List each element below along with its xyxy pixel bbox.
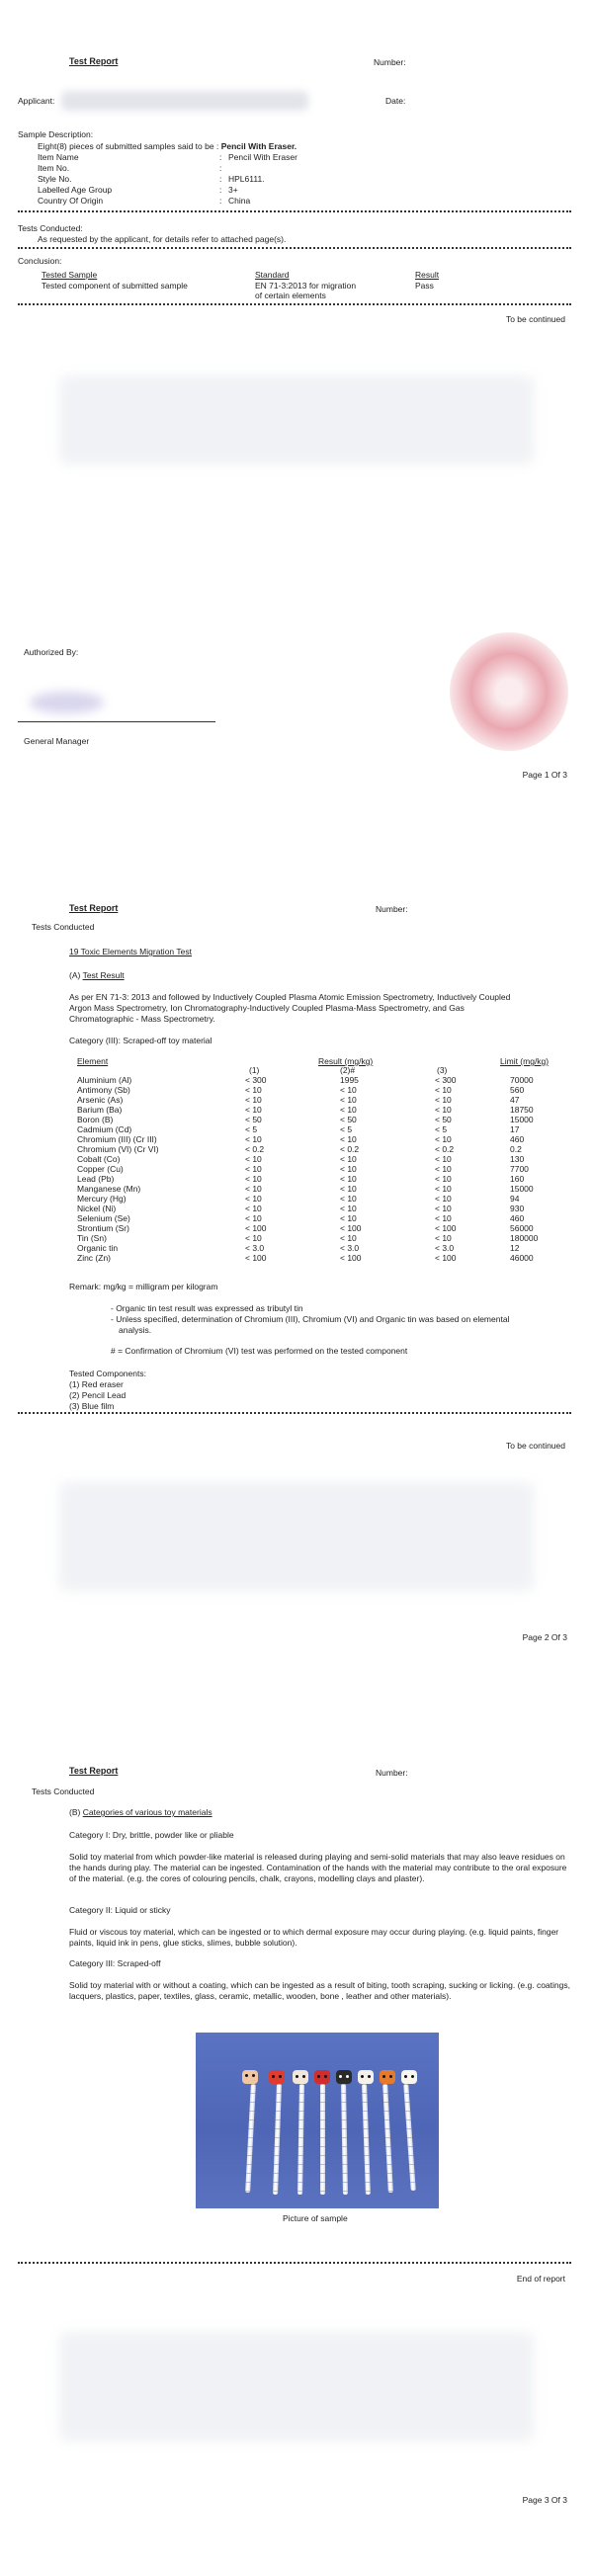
field-sep: : xyxy=(219,174,222,184)
method-text-3: Chromatographic - Mass Spectrometry. xyxy=(69,1014,215,1024)
table-cell-r2: 1995 xyxy=(340,1075,359,1085)
conclusion-standard-cont: of certain elements xyxy=(255,291,326,300)
category-2-title: Category II: Liquid or sticky xyxy=(69,1905,171,1915)
table-cell-limit: 7700 xyxy=(510,1164,529,1174)
applicant-redacted xyxy=(61,91,308,111)
conclusion-header-standard: Standard xyxy=(255,270,290,280)
table-cell-r1: < 100 xyxy=(245,1223,267,1233)
subheader: (1) xyxy=(249,1065,260,1075)
page-number: Page 2 Of 3 xyxy=(522,1632,567,1642)
table-cell-r2: < 10 xyxy=(340,1184,357,1194)
table-cell-limit: 46000 xyxy=(510,1253,534,1263)
table-cell-r3: < 0.2 xyxy=(435,1144,455,1154)
signatory-title: General Manager xyxy=(24,736,90,746)
field-value: Pencil With Eraser xyxy=(228,152,297,162)
table-cell-r2: < 10 xyxy=(340,1174,357,1184)
table-cell-limit: 930 xyxy=(510,1204,525,1213)
number-label: Number: xyxy=(374,57,406,67)
table-cell-r3: < 10 xyxy=(435,1233,452,1243)
table-cell-element: Strontium (Sr) xyxy=(77,1223,129,1233)
table-cell-r2: < 100 xyxy=(340,1253,362,1263)
table-cell-element: Barium (Ba) xyxy=(77,1105,123,1115)
field-sep: : xyxy=(219,163,222,173)
table-cell-r2: < 10 xyxy=(340,1204,357,1213)
faded-background-text xyxy=(59,375,534,464)
category-1-text: Solid toy material from which powder-like material is released during playing and semi-solid materials that may also leave residues on the hands during play. The material can be ingested. Contamination of the hands with the material may contribute to the oral exposure of the material. (e.g. the cores of colouring pencils, chalk, crayons, modelling clays and plaster). xyxy=(69,1852,567,1883)
continued-note: To be continued xyxy=(505,1441,565,1451)
continued-note: To be continued xyxy=(505,314,565,324)
component-item: (1) Red eraser xyxy=(69,1379,124,1389)
page-number: Page 1 Of 3 xyxy=(522,770,567,780)
section-title: Categories of various toy materials xyxy=(82,1807,212,1817)
table-cell-r1: < 0.2 xyxy=(245,1144,265,1154)
separator xyxy=(18,2262,571,2264)
table-cell-r3: < 100 xyxy=(435,1253,457,1263)
picture-caption: Picture of sample xyxy=(283,2213,348,2223)
note: # = Confirmation of Chromium (VI) test was performed on the tested component xyxy=(111,1346,408,1356)
table-cell-limit: 12 xyxy=(510,1243,520,1253)
table-cell-r2: < 10 xyxy=(340,1233,357,1243)
table-cell-r2: < 10 xyxy=(340,1154,357,1164)
table-cell-r3: < 10 xyxy=(435,1105,452,1115)
table-cell-r1: < 10 xyxy=(245,1204,262,1213)
table-cell-r3: < 10 xyxy=(435,1154,452,1164)
end-of-report: End of report xyxy=(516,2274,565,2284)
table-cell-r1: < 10 xyxy=(245,1085,262,1095)
table-cell-r3: < 50 xyxy=(435,1115,452,1124)
table-cell-element: Selenium (Se) xyxy=(77,1213,130,1223)
table-cell-r3: < 300 xyxy=(435,1075,457,1085)
table-cell-limit: 130 xyxy=(510,1154,525,1164)
table-cell-limit: 15000 xyxy=(510,1115,534,1124)
table-cell-limit: 94 xyxy=(510,1194,520,1204)
table-cell-limit: 70000 xyxy=(510,1075,534,1085)
separator xyxy=(18,210,571,212)
conclusion-header-sample: Tested Sample xyxy=(42,270,98,280)
table-cell-r3: < 10 xyxy=(435,1134,452,1144)
report-title: Test Report xyxy=(69,56,119,66)
table-cell-r2: < 0.2 xyxy=(340,1144,360,1154)
field-sep: : xyxy=(219,152,222,162)
table-cell-limit: 460 xyxy=(510,1213,525,1223)
section-title: 19 Toxic Elements Migration Test xyxy=(69,947,192,956)
field-value: HPL6111. xyxy=(228,174,265,184)
table-cell-r2: < 10 xyxy=(340,1194,357,1204)
method-text-1: As per EN 71-3: 2013 and followed by Inductively Coupled Plasma Atomic Emission Spectrometry, Inductively Coupled xyxy=(69,992,511,1002)
page-number: Page 3 Of 3 xyxy=(522,2495,567,2505)
conclusion-sample: Tested component of submitted sample xyxy=(42,281,188,291)
table-cell-r3: < 5 xyxy=(435,1124,448,1134)
table-cell-element: Tin (Sn) xyxy=(77,1233,107,1243)
table-cell-r1: < 100 xyxy=(245,1253,267,1263)
field-value: China xyxy=(228,196,251,206)
table-cell-r1: < 10 xyxy=(245,1095,262,1105)
category-2-text: Fluid or viscous toy material, which can be ingested or to which dermal exposure may occur during playing. (e.g. liquid paints, finger paints, liquid ink in pens, glue sticks, slimes, bubble solution). xyxy=(69,1927,559,1948)
stamp-icon xyxy=(450,632,568,751)
table-cell-r3: < 10 xyxy=(435,1204,452,1213)
table-cell-limit: 56000 xyxy=(510,1223,534,1233)
table-cell-r1: < 10 xyxy=(245,1194,262,1204)
subsection-title: Test Result xyxy=(82,970,125,980)
table-cell-r2: < 10 xyxy=(340,1134,357,1144)
signature-line xyxy=(18,721,215,722)
table-cell-r2: < 10 xyxy=(340,1213,357,1223)
table-cell-r1: < 300 xyxy=(245,1075,267,1085)
conclusion-result: Pass xyxy=(415,281,434,291)
table-cell-limit: 0.2 xyxy=(510,1144,522,1154)
sample-photo xyxy=(196,2033,439,2208)
note: - Organic tin test result was expressed as tributyl tin xyxy=(111,1303,303,1313)
tests-conducted-text: As requested by the applicant, for details refer to attached page(s). xyxy=(38,234,287,244)
field-sep: : xyxy=(219,196,222,206)
method-text-2: Argon Mass Spectrometry, Ion Chromatography-Inductively Coupled Plasma-Mass Spectrometry, and Gas xyxy=(69,1003,465,1013)
table-cell-r1: < 10 xyxy=(245,1233,262,1243)
table-cell-r3: < 10 xyxy=(435,1194,452,1204)
table-cell-element: Antimony (Sb) xyxy=(77,1085,130,1095)
conclusion-header-result: Result xyxy=(415,270,440,280)
report-title: Test Report xyxy=(69,903,119,913)
subsection-heading xyxy=(69,970,125,980)
faded-background-text xyxy=(59,2332,534,2441)
authorized-by-label: Authorized By: xyxy=(24,647,79,657)
field-label: Style No. xyxy=(38,174,72,184)
table-cell-r3: < 10 xyxy=(435,1184,452,1194)
table-cell-r1: < 50 xyxy=(245,1115,262,1124)
sample-intro-text: Eight(8) pieces of submitted samples said to be : xyxy=(38,141,219,151)
separator xyxy=(18,303,571,305)
separator xyxy=(18,1412,571,1414)
component-item: (3) Blue film xyxy=(69,1401,115,1411)
table-cell-element: Zinc (Zn) xyxy=(77,1253,111,1263)
table-cell-limit: 460 xyxy=(510,1134,525,1144)
category-3-text: Solid toy material with or without a coating, which can be ingested as a result of biting, tooth scraping, sucking or licking. (e.g. coatings, lacquers, plastics, paper, textiles, glass, ceramic, metallic, wooden, bone , leather and other materials). xyxy=(69,1980,570,2001)
subsection-number: (A) xyxy=(69,970,81,980)
component-item: (2) Pencil Lead xyxy=(69,1390,127,1400)
table-cell-limit: 18750 xyxy=(510,1105,534,1115)
table-cell-r2: < 3.0 xyxy=(340,1243,360,1253)
sample-description-label: Sample Description: xyxy=(18,129,94,139)
table-cell-element: Aluminium (Al) xyxy=(77,1075,132,1085)
table-cell-limit: 560 xyxy=(510,1085,525,1095)
date-label: Date: xyxy=(385,96,406,106)
table-cell-r1: < 3.0 xyxy=(245,1243,265,1253)
table-cell-r2: < 10 xyxy=(340,1105,357,1115)
subheader: (3) xyxy=(437,1065,448,1075)
table-cell-element: Nickel (Ni) xyxy=(77,1204,117,1213)
table-cell-limit: 160 xyxy=(510,1174,525,1184)
table-cell-element: Arsenic (As) xyxy=(77,1095,124,1105)
header-element: Element xyxy=(77,1056,109,1066)
subheader: (2)# xyxy=(340,1065,356,1075)
field-label: Item Name xyxy=(38,152,79,162)
table-cell-limit: 47 xyxy=(510,1095,520,1105)
table-cell-r3: < 10 xyxy=(435,1213,452,1223)
remark: Remark: mg/kg = milligram per kilogram xyxy=(69,1282,218,1291)
field-label: Item No. xyxy=(38,163,70,173)
table-cell-r2: < 5 xyxy=(340,1124,353,1134)
conclusion-standard: EN 71-3:2013 for migration xyxy=(255,281,357,291)
table-cell-element: Chromium (III) (Cr III) xyxy=(77,1134,157,1144)
table-cell-r2: < 100 xyxy=(340,1223,362,1233)
field-value: 3+ xyxy=(228,185,238,195)
table-cell-r2: < 10 xyxy=(340,1085,357,1095)
table-cell-r2: < 50 xyxy=(340,1115,357,1124)
section-number: (B) xyxy=(69,1807,81,1817)
table-cell-r1: < 10 xyxy=(245,1105,262,1115)
table-cell-element: Lead (Pb) xyxy=(77,1174,115,1184)
sample-intro xyxy=(38,141,296,151)
tests-conducted-label: Tests Conducted: xyxy=(18,223,83,233)
table-cell-element: Copper (Cu) xyxy=(77,1164,124,1174)
table-cell-r3: < 10 xyxy=(435,1085,452,1095)
signature-icon xyxy=(30,692,104,713)
field-label: Labelled Age Group xyxy=(38,185,113,195)
table-cell-r1: < 10 xyxy=(245,1154,262,1164)
tests-conducted-heading: Tests Conducted xyxy=(32,1787,95,1796)
table-cell-r3: < 100 xyxy=(435,1223,457,1233)
table-cell-limit: 180000 xyxy=(510,1233,539,1243)
report-title: Test Report xyxy=(69,1766,119,1776)
category-3-title: Category III: Scraped-off xyxy=(69,1958,161,1968)
table-cell-r3: < 10 xyxy=(435,1164,452,1174)
section-heading xyxy=(69,1807,212,1817)
tests-conducted-heading: Tests Conducted xyxy=(32,922,95,932)
category-label: Category (III): Scraped-off toy material xyxy=(69,1036,212,1045)
table-cell-r1: < 10 xyxy=(245,1174,262,1184)
table-cell-r2: < 10 xyxy=(340,1164,357,1174)
table-cell-limit: 17 xyxy=(510,1124,520,1134)
table-cell-element: Manganese (Mn) xyxy=(77,1184,141,1194)
separator xyxy=(18,247,571,249)
field-label: Country Of Origin xyxy=(38,196,104,206)
table-cell-r3: < 3.0 xyxy=(435,1243,455,1253)
applicant-label: Applicant: xyxy=(18,96,55,106)
table-cell-r1: < 10 xyxy=(245,1184,262,1194)
number-label: Number: xyxy=(376,904,408,914)
table-cell-element: Boron (B) xyxy=(77,1115,114,1124)
table-cell-r1: < 10 xyxy=(245,1134,262,1144)
table-cell-element: Mercury (Hg) xyxy=(77,1194,127,1204)
header-result: Result (mg/kg) xyxy=(318,1056,374,1066)
field-sep: : xyxy=(219,185,222,195)
components-label: Tested Components: xyxy=(69,1369,146,1378)
table-cell-r1: < 10 xyxy=(245,1213,262,1223)
table-cell-limit: 15000 xyxy=(510,1184,534,1194)
table-cell-r1: < 10 xyxy=(245,1164,262,1174)
faded-background-text xyxy=(59,1482,534,1591)
header-limit: Limit (mg/kg) xyxy=(500,1056,550,1066)
number-label: Number: xyxy=(376,1768,408,1778)
table-cell-r2: < 10 xyxy=(340,1095,357,1105)
note: analysis. xyxy=(119,1325,152,1335)
sample-name: Pencil With Eraser. xyxy=(220,141,297,151)
table-cell-r3: < 10 xyxy=(435,1174,452,1184)
table-cell-r3: < 10 xyxy=(435,1095,452,1105)
table-cell-element: Organic tin xyxy=(77,1243,119,1253)
conclusion-label: Conclusion: xyxy=(18,256,62,266)
table-cell-element: Cobalt (Co) xyxy=(77,1154,121,1164)
table-cell-element: Cadmium (Cd) xyxy=(77,1124,132,1134)
table-cell-r1: < 5 xyxy=(245,1124,258,1134)
category-1-title: Category I: Dry, brittle, powder like or pliable xyxy=(69,1830,234,1840)
note: - Unless specified, determination of Chromium (III), Chromium (VI) and Organic tin was based on elemental xyxy=(111,1314,510,1324)
table-cell-element: Chromium (VI) (Cr VI) xyxy=(77,1144,159,1154)
